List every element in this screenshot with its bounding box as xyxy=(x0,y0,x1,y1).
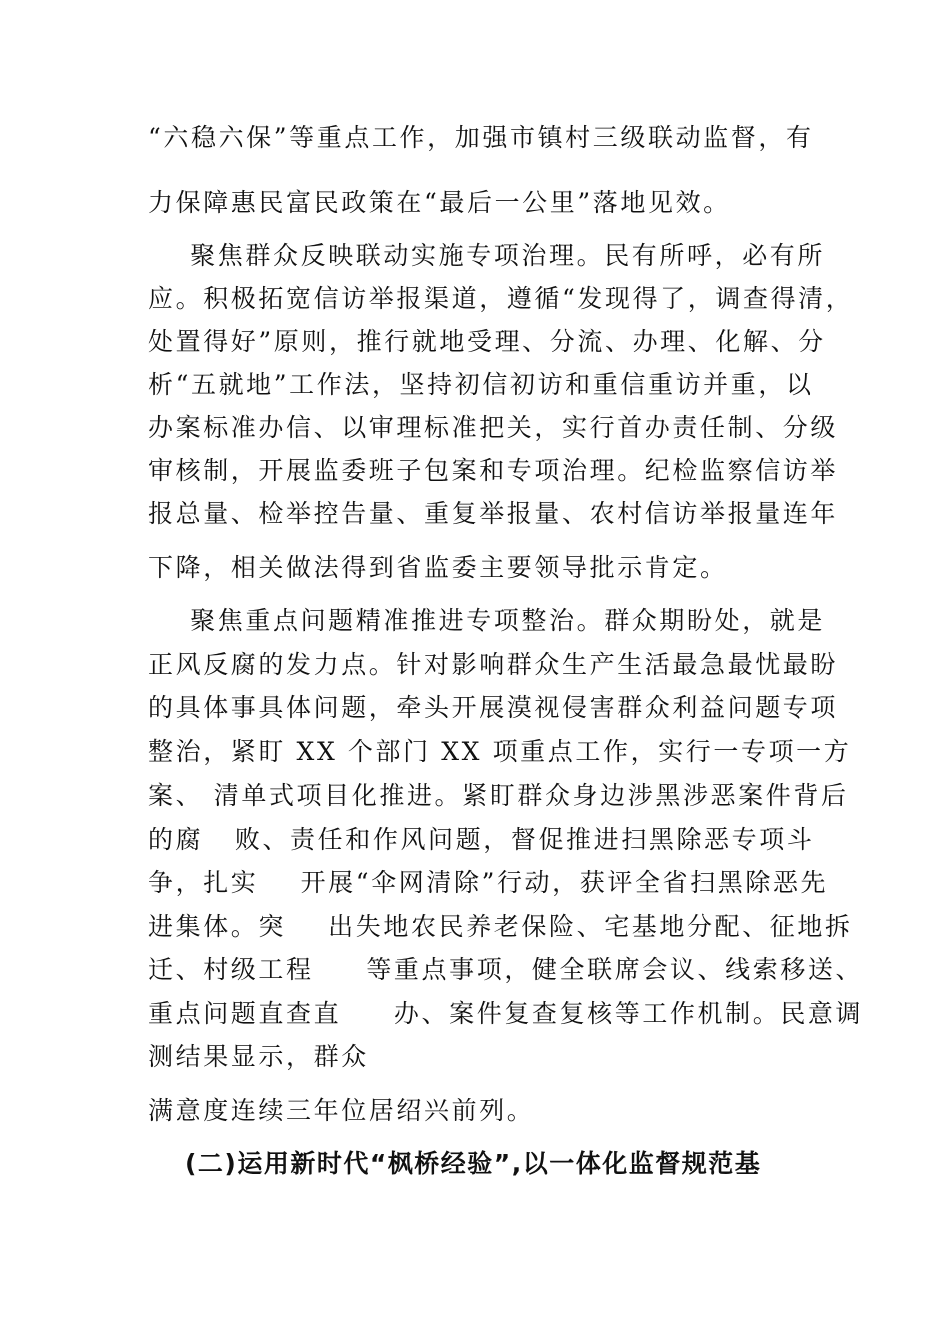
text-line: 聚焦群众反映联动实施专项治理。民有所呼，必有所 xyxy=(148,241,825,270)
text-line: 下降，相关做法得到省监委主要领导批示肯定。 xyxy=(148,553,728,582)
text-line: 进集体。突 出失地农民养老保险、宅基地分配、征地拆 xyxy=(148,912,853,941)
text-line: 争，扎实 开展“伞网清除”行动，获评全省扫黑除恶先 xyxy=(148,868,829,897)
text-line: 处置得好”原则，推行就地受理、分流、办理、化解、分 xyxy=(148,327,826,356)
text-line: 报总量、检举控告量、重复举报量、农村信访举报量连年 xyxy=(148,499,839,528)
text-line: 审核制，开展监委班子包案和专项治理。纪检监察信访举 xyxy=(148,456,839,485)
text-line: 的腐 败、责任和作风问题，督促推进扫黑除恶专项斗 xyxy=(148,825,815,854)
text-line: “六稳六保”等重点工作，加强市镇村三级联动监督，有 xyxy=(148,123,814,152)
text-line: 重点问题直查直 办、案件复查复核等工作机制。民意调 xyxy=(148,999,864,1028)
text-line: 聚焦重点问题精准推进专项整治。群众期盼处，就是 xyxy=(148,606,825,635)
text-line: 析“五就地”工作法，坚持初信初访和重信重访并重，以 xyxy=(148,370,814,399)
text-line: 正风反腐的发力点。针对影响群众生产生活最急最忧最盼 xyxy=(148,650,839,679)
text-line: 应。积极拓宽信访举报渠道，遵循“发现得了，调查得清， xyxy=(148,284,854,313)
text-line: 测结果显示，群众 xyxy=(148,1042,369,1071)
text-line: 办案标准办信、以审理标准把关，实行首办责任制、分级 xyxy=(148,413,839,442)
text-line: 的具体事具体问题，牵头开展漠视侵害群众利益问题专项 xyxy=(148,693,839,722)
text-line: 迁、村级工程 等重点事项，健全联席会议、线索移送、 xyxy=(148,955,864,984)
text-line: 案、 清单式项目化推进。紧盯群众身边涉黑涉恶案件背后 xyxy=(148,781,849,810)
text-line: 力保障惠民富民政策在“最后一公里”落地见效。 xyxy=(148,188,731,217)
text-line: 整治，紧盯 XX 个部门 XX 项重点工作，实行一专项一方 xyxy=(148,737,852,766)
text-line: 满意度连续三年位居绍兴前列。 xyxy=(148,1096,535,1125)
section-heading: (二)运用新时代“枫桥经验”,以一体化监督规范基 xyxy=(185,1149,762,1178)
